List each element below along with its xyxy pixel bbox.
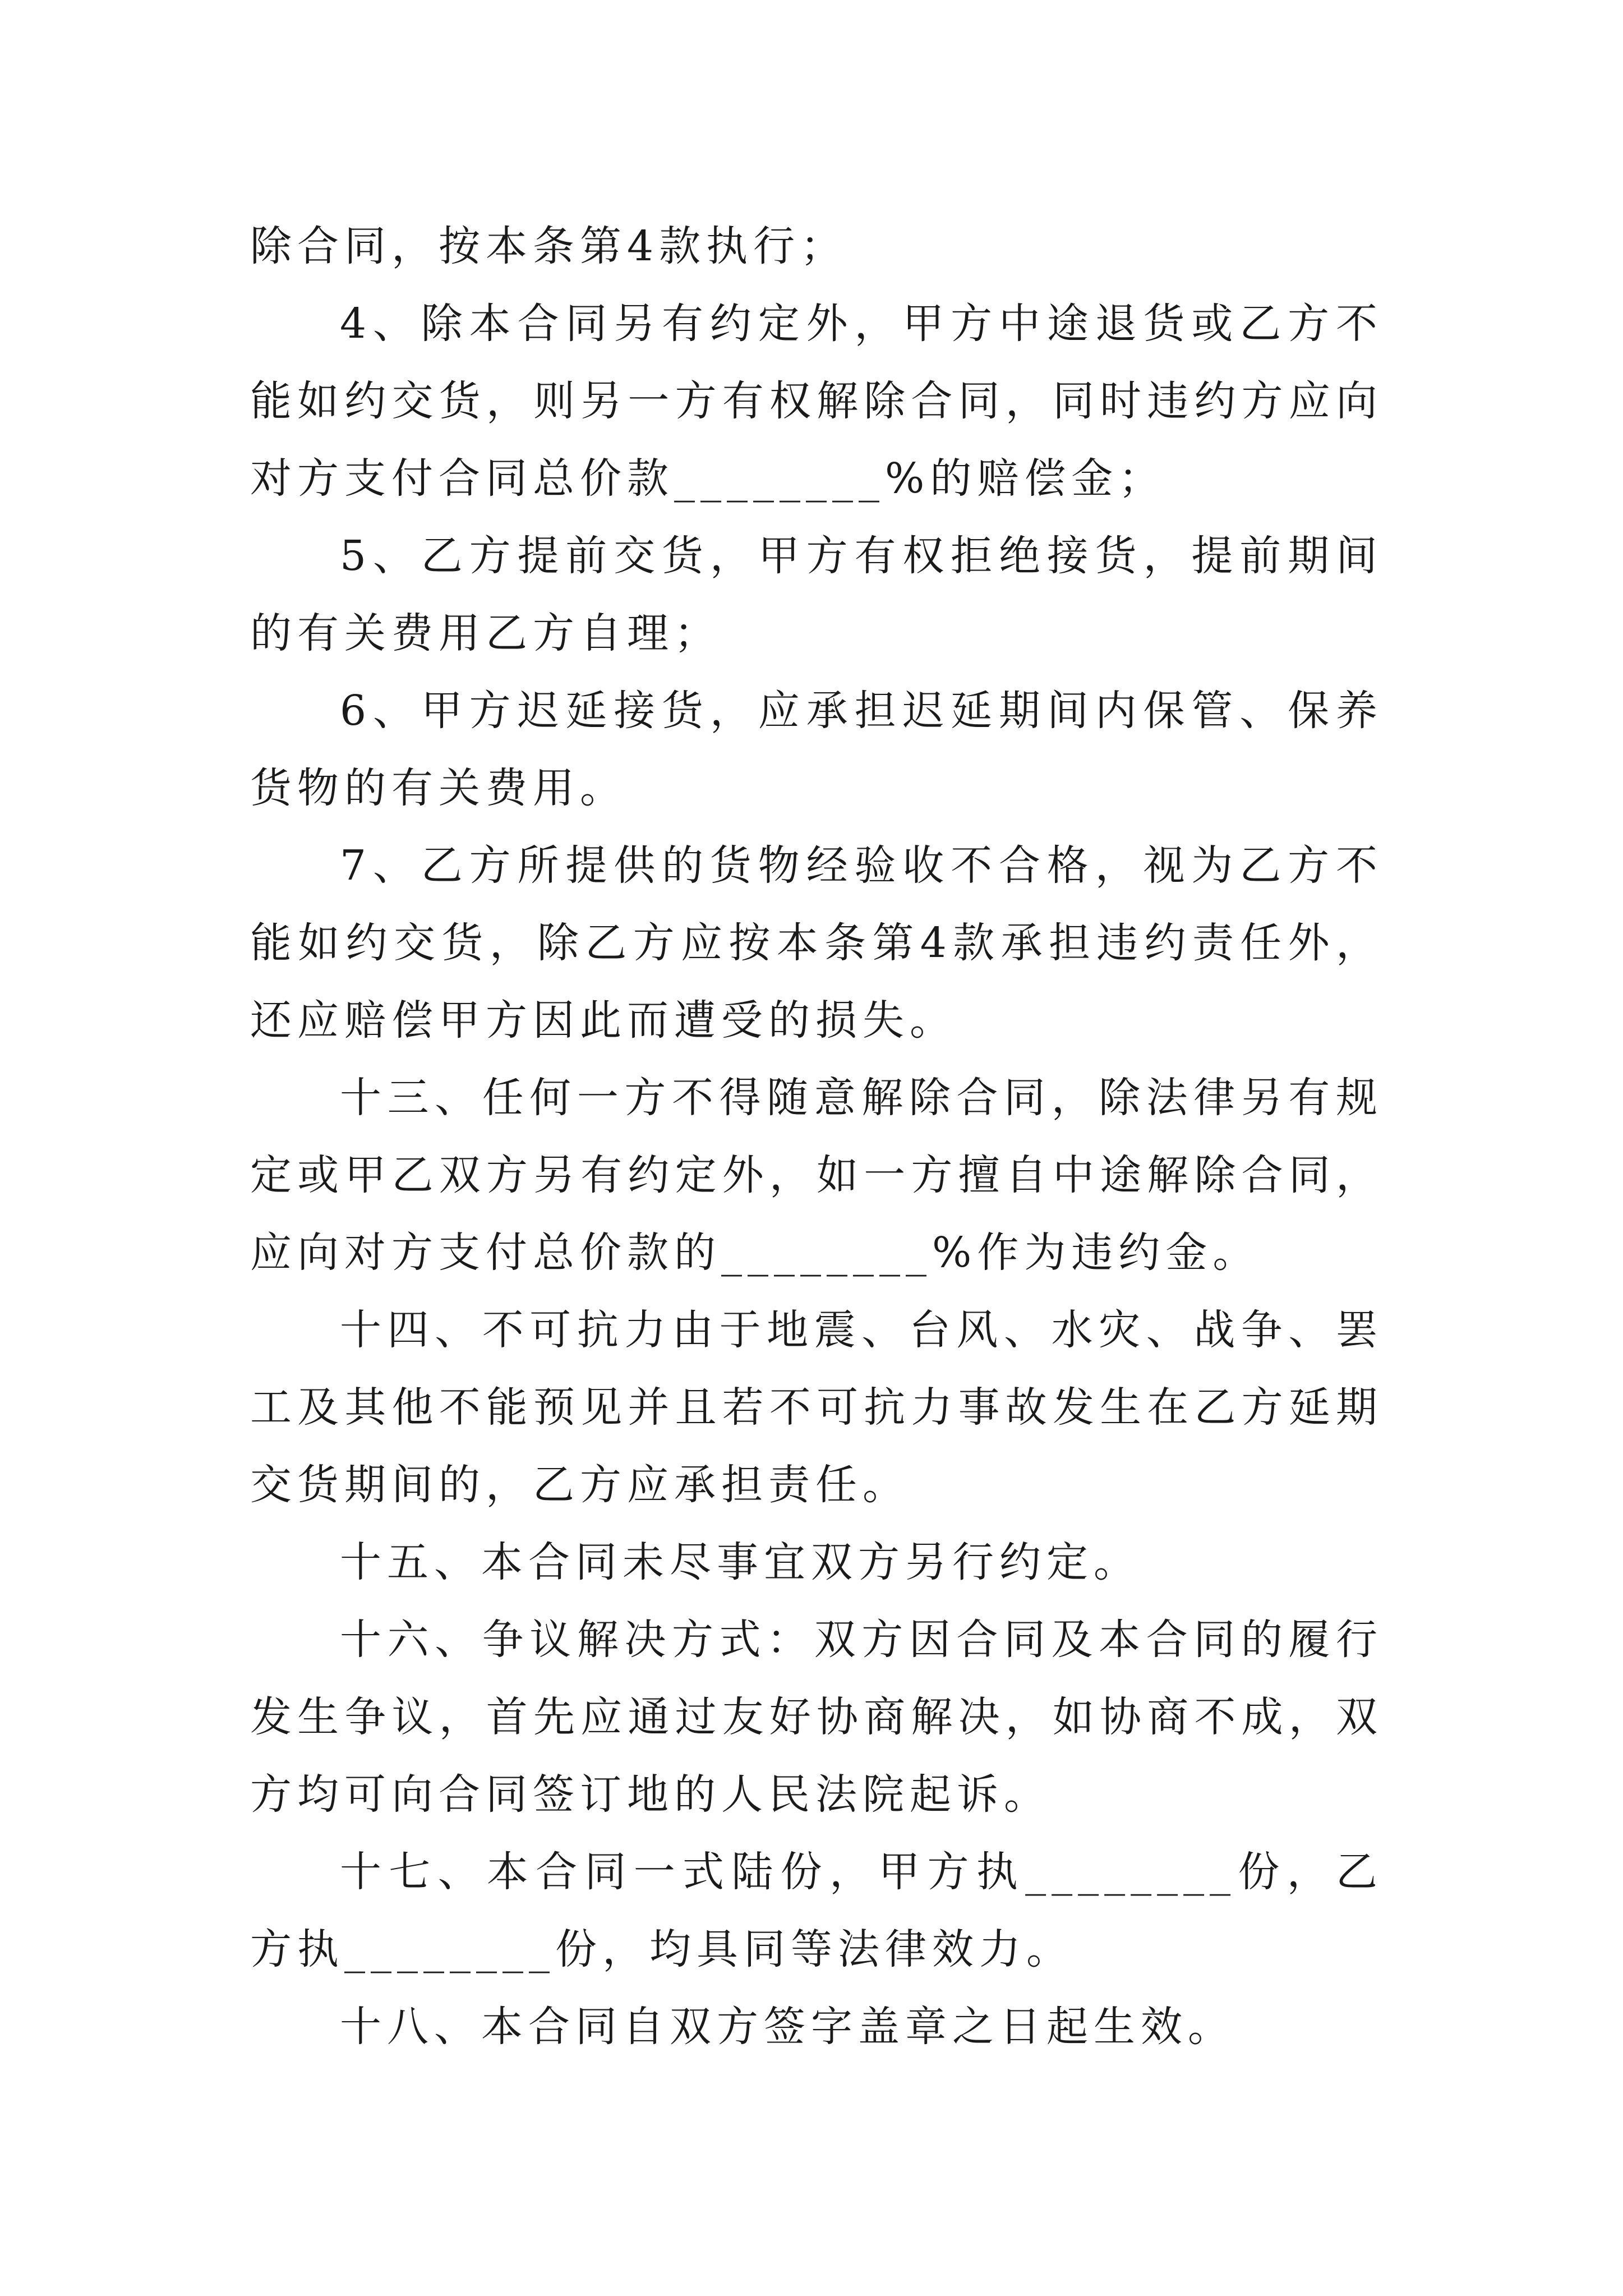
paragraph-clause-7: 7、乙方所提供的货物经验收不合格，视为乙方不能如约交货，除乙方应按本条第4款承担违约责任外，还应赔偿甲方因此而遭受的损失。 — [250, 841, 1383, 1045]
document-body — [250, 208, 1383, 2065]
paragraph-article-17: 十七、本合同一式陆份，甲方执________份，乙方执________份，均具同等法律效力。 — [250, 1848, 1383, 1973]
paragraph-continuation: 除合同，按本条第4款执行； — [250, 222, 848, 270]
paragraph-article-18: 十八、本合同自双方签字盖章之日起生效。 — [340, 2003, 1235, 2051]
paragraph-clause-6: 6、甲方迟延接货，应承担迟延期间内保管、保养货物的有关费用。 — [250, 687, 1383, 812]
paragraph-article-14: 十四、不可抗力由于地震、台风、水灾、战争、罢工及其他不能预见并且若不可抗力事故发生在乙方延期交货期间的，乙方应承担责任。 — [250, 1306, 1383, 1509]
paragraph-clause-4: 4、除本合同另有约定外，甲方中途退货或乙方不能如约交货，则另一方有权解除合同，同时违约方应向对方支付合同总价款________%的赔偿金； — [250, 300, 1383, 503]
paragraph-article-15: 十五、本合同未尽事宜双方另行约定。 — [340, 1538, 1141, 1586]
paragraph-clause-5: 5、乙方提前交货，甲方有权拒绝接货，提前期间的有关费用乙方自理； — [250, 532, 1383, 657]
paragraph-article-16: 十六、争议解决方式：双方因合同及本合同的履行发生争议，首先应通过友好协商解决，如协商不成，双方均可向合同签订地的人民法院起诉。 — [250, 1616, 1383, 1819]
paragraph-article-13: 十三、任何一方不得随意解除合同，除法律另有规定或甲乙双方另有约定外，如一方擅自中途解除合同，应向对方支付总价款的________%作为违约金。 — [250, 1074, 1383, 1277]
